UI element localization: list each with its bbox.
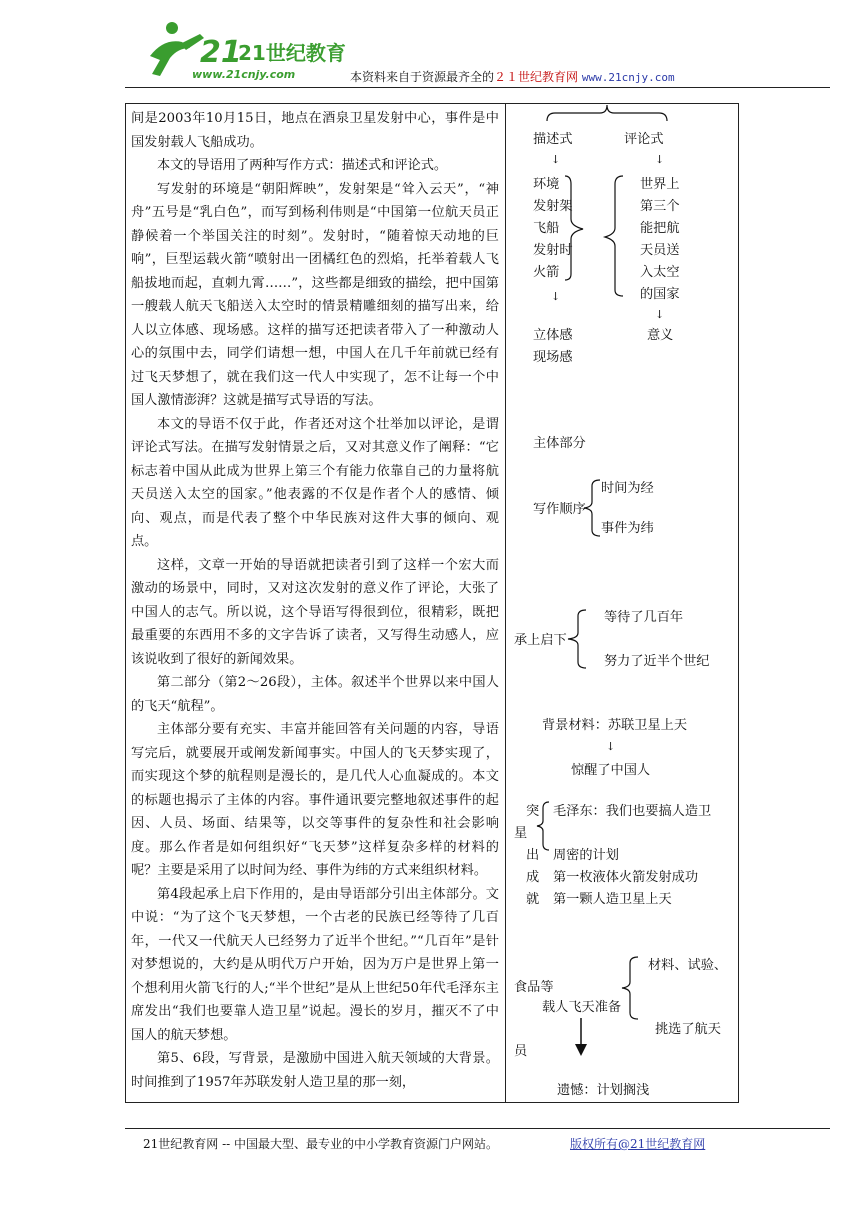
transition-label: 承上启下: [514, 633, 567, 648]
header-url-link[interactable]: www.21cnjy.com: [581, 71, 675, 84]
header-note: [350, 68, 675, 85]
paragraph: 主体部分要有充实、丰富并能回答有关问题的内容，导语写完后，就要展开或阐发新闻事实。中国人的飞天梦实现了，而实现这个梦的航程则是漫长的，是几代人心血凝成的。本文的标题也揭示了主体的内容。事件通讯要完整地叙述事件的起因、人员、场面、结果等，以交等事件的复杂性和社会影响度。那么作者是如何组织好“飞天梦”这样复杂多样的材料的呢？主要是采用了以时间为经、事件为纬的方式来组织材料。: [131, 722, 499, 878]
down-arrow-icon: ↓: [655, 308, 665, 321]
down-arrow-icon: ↓: [606, 740, 616, 753]
comment-brace: [603, 174, 627, 299]
footer-copyright-link[interactable]: 版权所有@21世纪教育网: [570, 1137, 706, 1151]
desc-item: 火箭: [533, 265, 560, 280]
prep-item: 挑选了航天: [655, 1022, 721, 1037]
desc-item: 环境: [533, 177, 560, 192]
comment-label: 评论式: [624, 132, 664, 147]
logo-text: 21世纪教育: [238, 41, 346, 65]
prep-label: 载人飞天准备: [542, 1000, 622, 1015]
prep-food: 食品等: [514, 980, 554, 995]
result-right: 意义: [647, 328, 674, 343]
prep-brace: [620, 955, 642, 1021]
order-label: 写作顺序: [533, 502, 586, 517]
down-arrow-icon: ↓: [655, 153, 665, 166]
paragraph: 第二部分（第2～26段），主体。叙述半个世界以来中国人的飞天“航程”。: [131, 675, 499, 714]
paragraph: 本文的导语用了两种写作方式：描述式和评论式。: [157, 158, 448, 173]
paragraph: 第4段起承上启下作用的，是由导语部分引出主体部分。文中说：“为了这个飞天梦想，一个古老的民族已经等待了几百年，一代又一代航天人已经努力了近半个世纪。”“几百年”是针对梦想说的，大约是从明代万户开始，因为万户是世界上第一个想利用火箭飞行的人;“半个世纪”是从上世纪50年代毛泽东主席发出“我们也要靠人造卫星”说起。漫长的岁月，摧灭不了中国人的航天梦想。: [131, 886, 499, 1043]
achieve-item: 毛泽东：我们也要搞人造卫: [553, 804, 712, 819]
desc-label: 描述式: [533, 132, 573, 147]
result-left: 现场感: [533, 350, 573, 365]
left-column: [131, 107, 499, 1094]
order-item: 时间为经: [601, 481, 654, 496]
achieve-char: 突: [526, 804, 540, 819]
result-left: 立体感: [533, 328, 573, 343]
down-arrow-icon: ↓: [551, 153, 561, 166]
desc-item: 发射架: [533, 199, 573, 214]
achieve-char: 星: [514, 826, 528, 841]
achieve-char: 出: [526, 848, 540, 863]
body-label: 主体部分: [533, 436, 586, 451]
achieve-item: 第一颗人造卫星上天: [553, 892, 672, 907]
comment-item: 世界上: [640, 177, 680, 192]
transition-item: 努力了近半个世纪: [604, 654, 710, 669]
footer-rule: [125, 1128, 830, 1129]
achieve-brace: [535, 800, 553, 852]
header-rule: [125, 87, 830, 88]
top-brace: [545, 103, 675, 123]
desc-item: 发射时: [533, 243, 573, 258]
transition-brace: [566, 608, 590, 670]
desc-brace: [563, 174, 587, 284]
header-site-link[interactable]: ２１世纪教育网: [494, 70, 579, 84]
site-logo: [130, 18, 350, 88]
prep-item: 材料、试验、: [648, 958, 728, 973]
comment-item: 入太空: [640, 265, 680, 280]
svg-text:21: 21: [200, 35, 242, 70]
awaken-text: 惊醒了中国人: [571, 763, 651, 778]
prep-item: 员: [514, 1044, 528, 1059]
paragraph: 本文的导语不仅于此，作者还对这个壮举加以评论，是谓评论式写法。在描写发射情景之后，又对其意义作了阐释：“它标志着中国从此成为世界上第三个有能力依靠自己的力量将航天员送入太空的国家。”他表露的不仅是作者个人的感情、倾向、观点，而是代表了整个中华民族对这件大事的倾向、观点。: [131, 416, 499, 549]
comment-item: 的国家: [640, 287, 680, 302]
achieve-item: 第一枚液体火箭发射成功: [553, 870, 699, 885]
down-arrow-icon: [574, 1018, 588, 1058]
header-note-prefix: 本资料来自于资源最齐全的: [350, 70, 495, 84]
comment-item: 第三个: [640, 199, 680, 214]
down-arrow-icon: ↓: [551, 290, 561, 303]
paragraph: 这样，文章一开始的导语就把读者引到了这样一个宏大而激动的场景中，同时，又对这次发射的意义作了评论，大张了中国人的志气。所以说，这个导语写得很到位，很精彩，既把最重要的东西用不多的文字告诉了读者，又写得生动感人，应该说收到了很好的新闻效果。: [131, 557, 499, 667]
column-divider: [505, 103, 506, 1103]
background-material: 背景材料：苏联卫星上天: [542, 718, 688, 733]
comment-item: 能把航: [640, 221, 680, 236]
comment-item: 天员送: [640, 243, 680, 258]
achieve-item: 周密的计划: [553, 848, 619, 863]
logo-url: www.21cnjy.com: [192, 68, 296, 81]
order-item: 事件为纬: [601, 521, 654, 536]
desc-item: 飞船: [533, 221, 560, 236]
achieve-char: 成: [526, 870, 540, 885]
achieve-char: 就: [526, 892, 540, 907]
transition-item: 等待了几百年: [604, 610, 684, 625]
paragraph: 写发射的环境是“朝阳辉映”，发射架是“耸入云天”，“神舟”五号是“乳白色”，而写到杨利伟则是“中国第一位航天员正静候着一个举国关注的时刻”。发射时，“随着惊天动地的巨响”，巨型运载火箭“喷射出一团橘红色的烈焰，托举着载人飞船拔地而起，直刺九霄……”，这些都是细致的描绘，把中国第一艘载人航天飞船送入太空时的情景精雕细刻的描写出来，给人以立体感、现场感。这样的描写还把读者带入了一种激动人心的氛围中去，同学们请想一想，中国人在几千年前就已经有过飞天梦想了，就在我们这一代人中实现了，怎不让每一个中国人激情澎湃？这就是描写式导语的写法。: [131, 181, 499, 408]
footer-text: 21世纪教育网 -- 中国最大型、最专业的中小学教育资源门户网站。: [143, 1137, 499, 1151]
regret-text: 遗憾：计划搁浅: [557, 1083, 650, 1098]
paragraph: 第5、6段，写背景，是激励中国进入航天领域的大背景。时间推到了1957年苏联发射人造卫星的那一刻，: [131, 1051, 499, 1090]
paragraph: 间是2003年10月15日，地点在酒泉卫星发射中心，事件是中国发射载人飞船成功。: [131, 111, 499, 150]
